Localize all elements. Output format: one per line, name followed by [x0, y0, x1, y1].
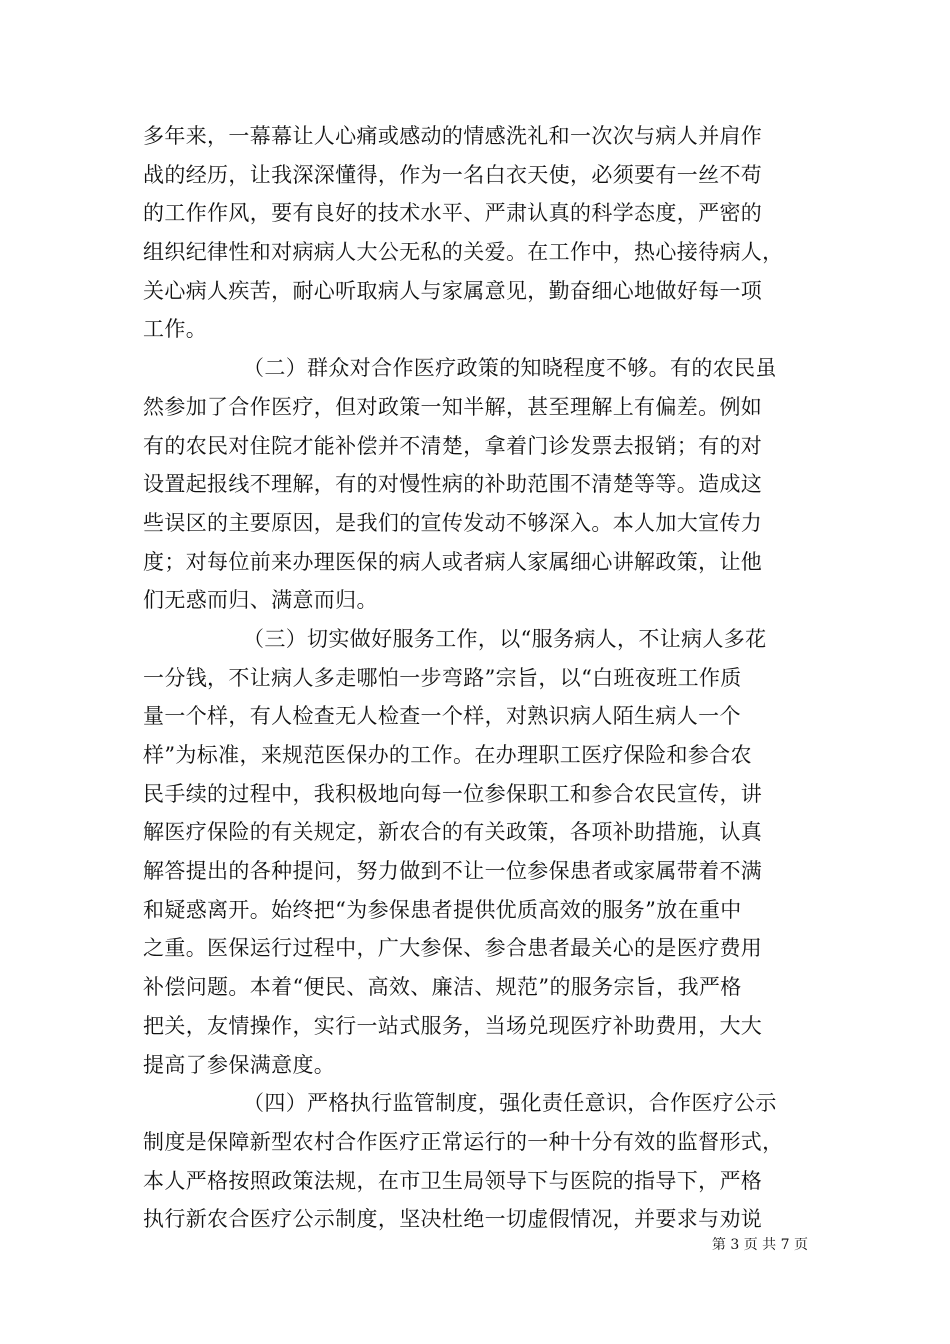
paragraph-3-heading-line: （三）切实做好服务工作，以“服务病人，不让病人多花	[243, 626, 767, 651]
text-line: 解答提出的各种提问，努力做到不让一位参保患者或家属带着不满	[143, 859, 763, 884]
text-line: 和疑惑离开。始终把“为参保患者提供优质高效的服务”放在重中	[143, 897, 742, 922]
text-line: 组织纪律性和对病病人大公无私的关爱。在工作中，热心接待病人，	[143, 240, 784, 265]
text-line: 民手续的过程中，我积极地向每一位参保职工和参合农民宣传，讲	[143, 781, 763, 806]
text-line: 把关，友情操作，实行一站式服务，当场兑现医疗补助费用，大大	[143, 1013, 763, 1038]
text-line: 之重。医保运行过程中，广大参保、参合患者最关心的是医疗费用	[143, 936, 763, 961]
text-line: 然参加了合作医疗，但对政策一知半解，甚至理解上有偏差。例如	[143, 394, 763, 419]
text-line: 量一个样，有人检查无人检查一个样，对熟识病人陌生病人一个	[143, 704, 741, 729]
text-line: 补偿问题。本着“便民、高效、廉洁、规范”的服务宗旨，我严格	[143, 975, 742, 1000]
text-line: 解医疗保险的有关规定，新农合的有关政策，各项补助措施，认真	[143, 820, 763, 845]
text-line: 们无惑而归、满意而归。	[143, 588, 378, 613]
document-body	[143, 117, 808, 1239]
text-line: 一分钱，不让病人多走哪怕一步弯路”宗旨，以“白班夜班工作质	[143, 665, 742, 690]
paragraph-4-heading-line: （四）严格执行监管制度，强化责任意识，合作医疗公示	[243, 1091, 777, 1116]
text-line: 提高了参保满意度。	[143, 1052, 336, 1077]
text-line: 多年来，一幕幕让人心痛或感动的情感洗礼和一次次与病人并肩作	[143, 124, 763, 148]
text-line: 设置起报线不理解，有的对慢性病的补助范围不清楚等等。造成这	[143, 472, 763, 497]
text-line: 战的经历，让我深深懂得，作为一名白衣天使，必须要有一丝不苟	[143, 162, 763, 187]
text-line: 关心病人疾苦，耐心听取病人与家属意见，勤奋细心地做好每一项	[143, 278, 763, 303]
text-line: 工作。	[143, 317, 208, 342]
text-line: 样”为标准，来规范医保办的工作。在办理职工医疗保险和参合农	[143, 743, 752, 767]
paragraph-2-heading-line: （二）群众对合作医疗政策的知晓程度不够。有的农民虽	[243, 356, 777, 381]
text-line: 度；对每位前来办理医保的病人或者病人家属细心讲解政策，让他	[143, 549, 763, 574]
page-number-footer: 第 3 页 共 7 页	[711, 1237, 808, 1253]
text-line: 制度是保障新型农村合作医疗正常运行的一种十分有效的监督形式，	[143, 1129, 784, 1154]
text-line: 的工作作风，要有良好的技术水平、严肃认真的科学态度，严密的	[143, 201, 763, 226]
text-line: 有的农民对住院才能补偿并不清楚，拿着门诊发票去报销；有的对	[143, 433, 763, 458]
text-line: 执行新农合医疗公示制度，坚决杜绝一切虚假情况，并要求与劝说	[143, 1207, 763, 1232]
text-line: 些误区的主要原因，是我们的宣传发动不够深入。本人加大宣传力	[143, 510, 763, 535]
text-line: 本人严格按照政策法规，在市卫生局领导下与医院的指导下，严格	[143, 1168, 763, 1193]
